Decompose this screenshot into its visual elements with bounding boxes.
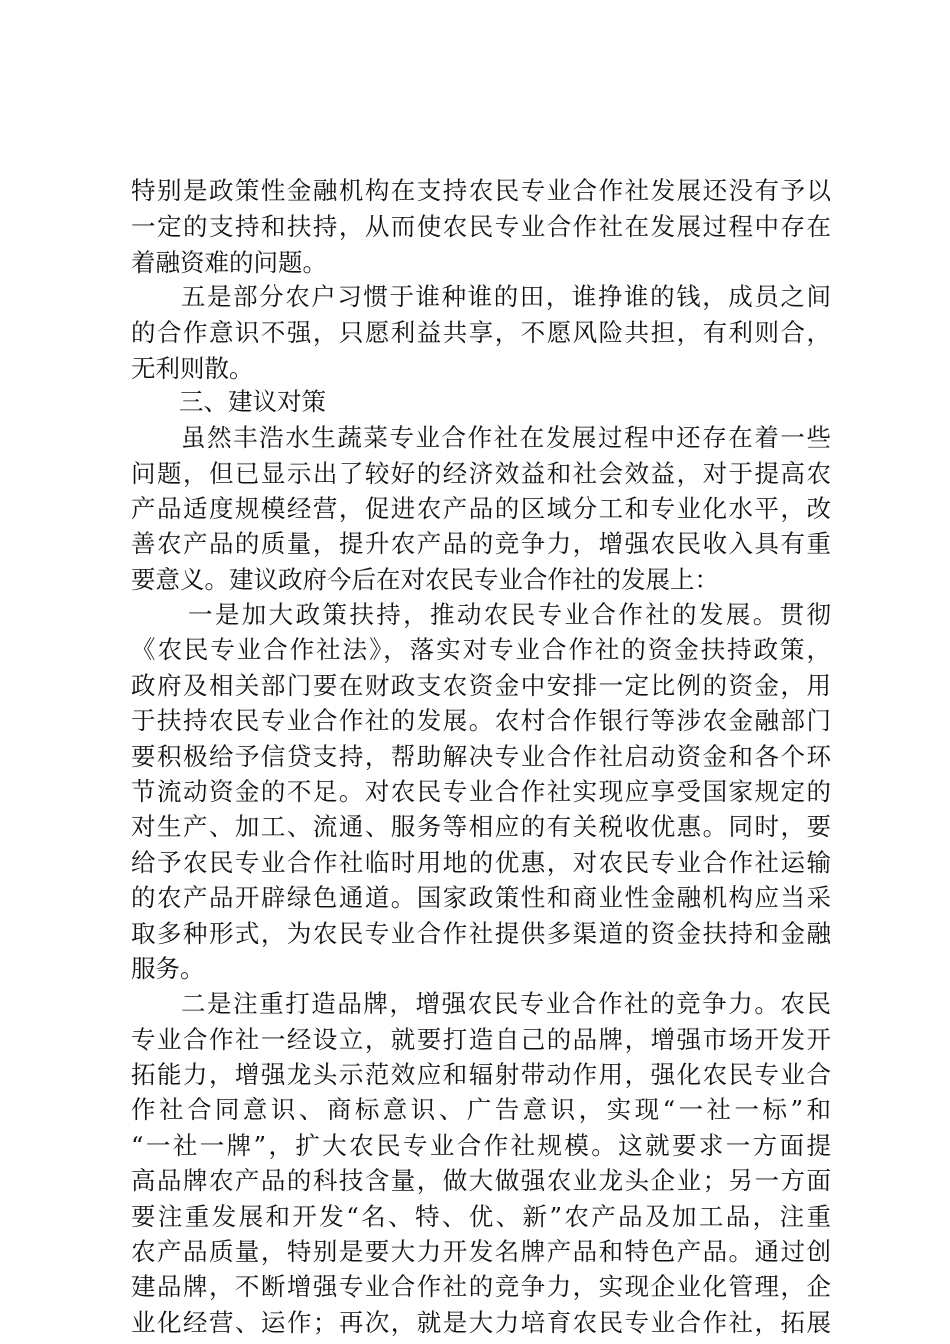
text-line: 《农民专业合作社法》，落实对专业合作社的资金扶持政策， bbox=[131, 635, 831, 664]
text-line: 产品适度规模经营，促进农产品的区域分工和专业化水平，改 bbox=[131, 494, 831, 523]
text-line: 的合作意识不强，只愿利益共享，不愿风险共担，有利则合， bbox=[131, 318, 831, 347]
text-line: 节流动资金的不足。对农民专业合作社实现应享受国家规定的 bbox=[131, 777, 831, 806]
section-heading: 三、建议对策 bbox=[179, 387, 326, 416]
paragraph-start-line: 五是部分农户习惯于谁种谁的田，谁挣谁的钱，成员之间 bbox=[181, 282, 831, 311]
text-line: 于扶持农民专业合作社的发展。农村合作银行等涉农金融部门 bbox=[131, 706, 831, 735]
paragraph-start-line: 虽然丰浩水生蔬菜专业合作社在发展过程中还存在着一些 bbox=[181, 423, 831, 452]
text-line: 建品牌，不断增强专业合作社的竞争力，实现企业化管理，企 bbox=[131, 1272, 831, 1301]
text-line: 要积极给予信贷支持，帮助解决专业合作社启动资金和各个环 bbox=[131, 742, 831, 771]
text-line: 取多种形式，为农民专业合作社提供多渠道的资金扶持和金融 bbox=[131, 919, 831, 948]
text-line: 给予农民专业合作社临时用地的优惠，对农民专业合作社运输 bbox=[131, 848, 831, 877]
text-line: 专业合作社一经设立，就要打造自己的品牌，增强市场开发开 bbox=[131, 1025, 831, 1054]
text-line: 要意义。建议政府今后在对农民专业合作社的发展上： bbox=[131, 565, 719, 594]
text-line: 业化经营、运作；再次，就是大力培育农民专业合作社，拓展 bbox=[131, 1308, 831, 1337]
text-line: 拓能力，增强龙头示范效应和辐射带动作用，强化农民专业合 bbox=[131, 1060, 831, 1089]
text-line: 问题，但已显示出了较好的经济效益和社会效益，对于提高农 bbox=[131, 459, 831, 488]
paragraph-start-line: 一是加大政策扶持，推动农民专业合作社的发展。贯彻 bbox=[188, 600, 831, 629]
text-line: 的农产品开辟绿色通道。国家政策性和商业性金融机构应当采 bbox=[131, 883, 831, 912]
text-line: 特别是政策性金融机构在支持农民专业合作社发展还没有予以 bbox=[131, 176, 831, 205]
text-line: 要注重发展和开发“名、特、优、新”农产品及加工品，注重 bbox=[131, 1202, 831, 1231]
text-line: 对生产、加工、流通、服务等相应的有关税收优惠。同时，要 bbox=[131, 812, 831, 841]
text-line: 善农产品的质量，提升农产品的竞争力，增强农民收入具有重 bbox=[131, 529, 831, 558]
text-line: 无利则散。 bbox=[131, 354, 254, 383]
text-line: “一社一牌”，扩大农民专业合作社规模。这就要求一方面提 bbox=[131, 1131, 831, 1160]
text-line: 作社合同意识、商标意识、广告意识，实现“一社一标”和 bbox=[131, 1095, 831, 1124]
text-line: 高品牌农产品的科技含量，做大做强农业龙头企业；另一方面 bbox=[131, 1166, 831, 1195]
text-line: 服务。 bbox=[131, 954, 205, 983]
paragraph-start-line: 二是注重打造品牌，增强农民专业合作社的竞争力。农民 bbox=[181, 989, 831, 1018]
text-line: 政府及相关部门要在财政支农资金中安排一定比例的资金，用 bbox=[131, 671, 831, 700]
text-line: 一定的支持和扶持，从而使农民专业合作社在发展过程中存在 bbox=[131, 212, 831, 241]
text-line: 着融资难的问题。 bbox=[131, 248, 327, 277]
text-line: 农产品质量，特别是要大力开发名牌产品和特色产品。通过创 bbox=[131, 1237, 831, 1266]
